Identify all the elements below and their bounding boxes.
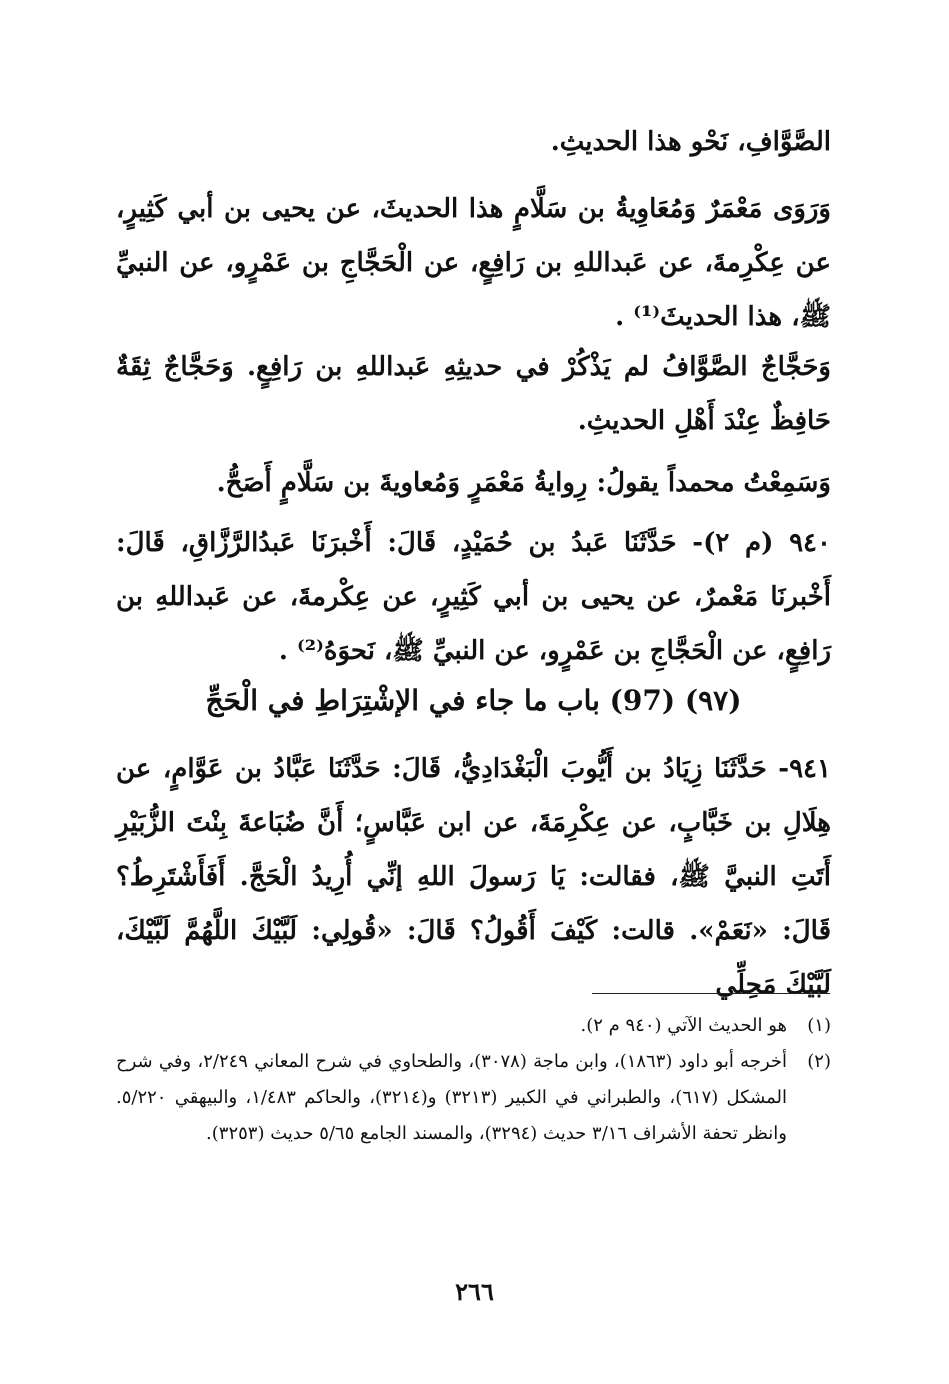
paragraph-mamar-narration: وَرَوَى مَعْمَرٌ وَمُعَاوِيةُ بن سَلَّامٍ هذا الحديثَ، عن يحيى بن أبي كَثِيرٍ، عن عِكْرِمةَ، عن عَبداللهِ بن رَافِعٍ، عن الْحَجَّاجِ بن عَمْرٍو، عن النبيِّ ﷺ، هذا الحديثَ⁽¹⁾ .: [116, 194, 831, 332]
footnote-text: هو الحديث الآتي (٩٤٠ م ٢).: [580, 1015, 787, 1036]
page-number: ٢٦٦: [455, 1277, 494, 1306]
footnote-number: (٢): [807, 1051, 831, 1072]
paragraph-muhammad-saying: وَسَمِعْتُ محمداً يقولُ: رِوايةُ مَعْمَرٍ وَمُعاويةَ بن سَلَّامٍ أَصَحُّ.: [216, 468, 831, 498]
footnote-text: أخرجه أبو داود (١٨٦٣)، وابن ماجة (٣٠٧٨)، والطحاوي في شرح المعاني ٢/٢٤٩، وفي شرح المشكل (٦١٧)، والطبراني في الكبير (٣٢١٣) و(٣٢١٤)، والحاكم ١/٤٨٣، والبيهقي ٥/٢٢٠. وانظر تحفة الأشراف ٣/١٦ حديث (٣٢٩٤)، والمسند الجامع ٥/٦٥ حديث (٣٢٥٣).: [116, 1051, 788, 1144]
footnotes-list: [116, 1008, 831, 1152]
footnote-item: [116, 1008, 831, 1044]
paragraph-hadith-941: ٩٤١- حَدَّثَنَا زِيَادُ بن أَيُّوبَ الْبَغْدَادِيُّ، قَالَ: حَدَّثَنَا عَبَّادُ بن عَوَّامٍ، عن هِلَالِ بن خَبَّابٍ، عن عِكْرِمَةَ، عن ابن عَبَّاسٍ؛ أَنَّ ضُبَاعةَ بِنْتَ الزُّبَيْرِ أَتَتِ النبيَّ ﷺ، فقالت: يَا رَسولَ اللهِ إنِّي أُرِيدُ الْحَجَّ. أَفَأَشْتَرِطُ؟ قَالَ: «نَعَمْ». قالت: كَيْفَ أَقُولُ؟ قَالَ: «قُولِي: لَبَّيْكَ اللَّهُمَّ لَبَّيْكَ، لَبَّيْكَ مَحِلِّي: [116, 754, 831, 1000]
footnote-number: (١): [807, 1015, 831, 1036]
paragraph-hajjaj-note: وَحَجَّاجٌ الصَّوَّافُ لم يَذْكُرْ في حديثِهِ عَبداللهِ بن رَافِعٍ. وَحَجَّاجٌ ثِقَةٌ حَافِظٌ عِنْدَ أَهْلِ الحديثِ.: [116, 352, 831, 436]
footnote-separator: [592, 993, 830, 994]
paragraph-continuation: الصَّوَّافِ، نَحْو هذا الحديثِ.: [550, 127, 831, 157]
paragraph-hadith-940: ٩٤٠ (م ٢)- حَدَّثَنَا عَبدُ بن حُمَيْدٍ، قَالَ: أَخْبرَنَا عَبدُالرَّزَّاقِ، قَالَ: أَخْبرنَا مَعْمرٌ، عن يحيى بن أبي كَثِيرٍ، عن عِكْرمةَ، عن عَبداللهِ بن رَافِعٍ، عن الْحَجَّاجِ بن عَمْرٍو، عن النبيِّ ﷺ، نَحوَهُ⁽²⁾ .: [116, 528, 831, 666]
chapter-heading: (٩٧) (97) باب ما جاء في الإشْتِرَاطِ في الْحَجِّ: [205, 684, 742, 717]
footnote-item: [116, 1044, 831, 1152]
